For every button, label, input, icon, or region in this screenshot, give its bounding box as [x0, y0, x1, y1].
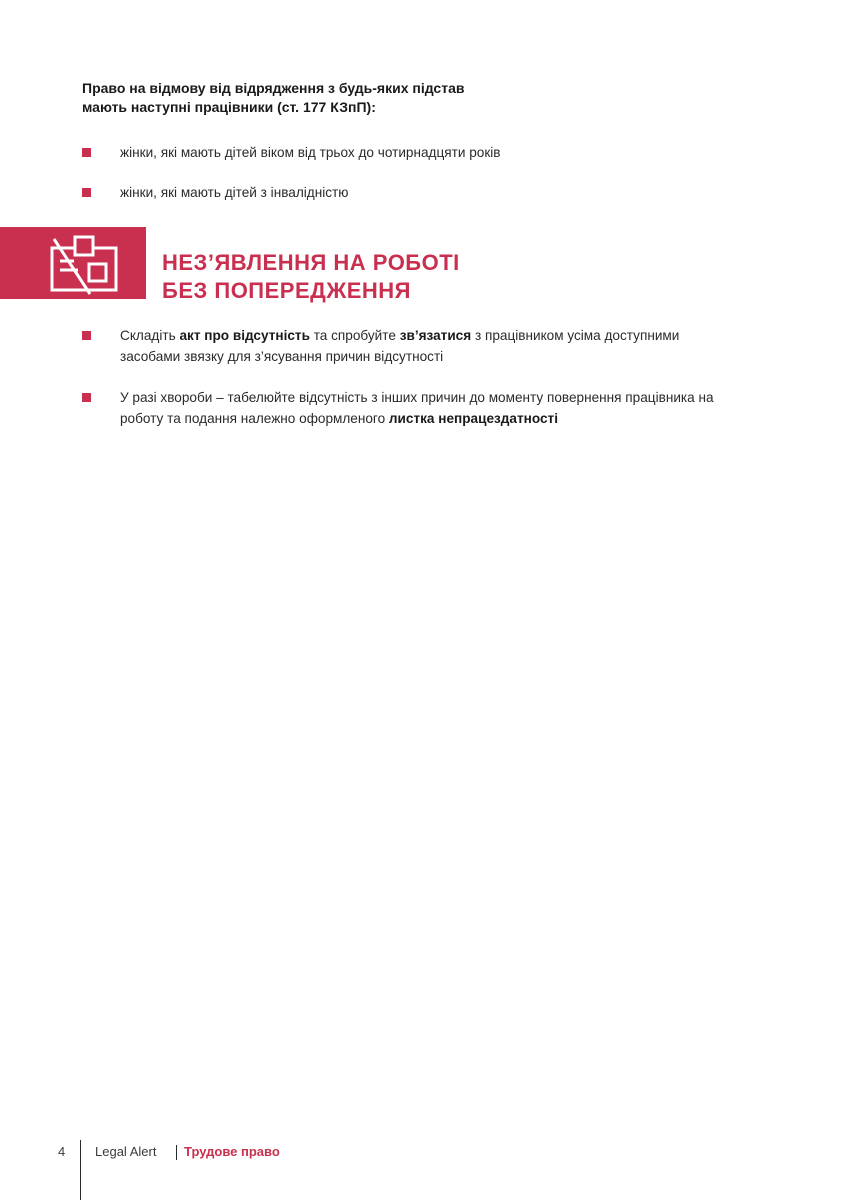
- emphasis-absence-act: акт про відсутність: [179, 328, 310, 343]
- list-item-text: [120, 390, 714, 426]
- text-run: засобами звязку для з’ясування причин відсутності: [120, 349, 444, 364]
- section-header-band: [0, 227, 146, 299]
- section-title: [162, 249, 460, 305]
- text-run: У разі хвороби – табелюйте відсутність з інших причин до моменту повернення працівника на: [120, 390, 714, 405]
- list-item: [82, 387, 782, 429]
- list-item: [82, 325, 782, 367]
- entitled-workers-list: [82, 142, 782, 222]
- footer-section-name: Трудове право: [184, 1144, 280, 1159]
- footer-brand: Legal Alert: [95, 1144, 157, 1159]
- section-title-line-1: НЕЗ’ЯВЛЕННЯ НА РОБОТІ: [162, 250, 460, 275]
- page-number: 4: [58, 1144, 66, 1159]
- emphasis-contact: зв’язатися: [399, 328, 472, 343]
- square-bullet-icon: [82, 331, 91, 340]
- intro-heading: [82, 79, 722, 117]
- square-bullet-icon: [82, 188, 91, 197]
- intro-line-1: Право на відмову від відрядження з будь-яких підстав: [82, 80, 465, 96]
- section-title-line-2: БЕЗ ПОПЕРЕДЖЕННЯ: [162, 278, 411, 303]
- list-item: [82, 182, 782, 203]
- footer-separator: [176, 1145, 177, 1160]
- text-run: з працівником усіма доступними: [471, 328, 680, 343]
- list-item-text: жінки, які мають дітей віком від трьох до чотирнадцяти років: [120, 145, 501, 160]
- absence-steps-list: [82, 325, 782, 449]
- emphasis-sick-leave: листка непрацездатності: [388, 411, 558, 426]
- text-run: та спробуйте: [309, 328, 400, 343]
- list-item-text: жінки, які мають дітей з інвалідністю: [120, 185, 349, 200]
- list-item: [82, 142, 782, 163]
- footer-divider: [80, 1140, 81, 1200]
- list-item-text: [120, 328, 679, 364]
- square-bullet-icon: [82, 148, 91, 157]
- square-bullet-icon: [82, 393, 91, 402]
- text-run: Складіть: [120, 328, 180, 343]
- text-run: роботу та подання належно оформленого: [120, 411, 389, 426]
- intro-line-2: мають наступні працівники (ст. 177 КЗпП):: [82, 99, 376, 115]
- no-id-badge-icon: [48, 234, 120, 301]
